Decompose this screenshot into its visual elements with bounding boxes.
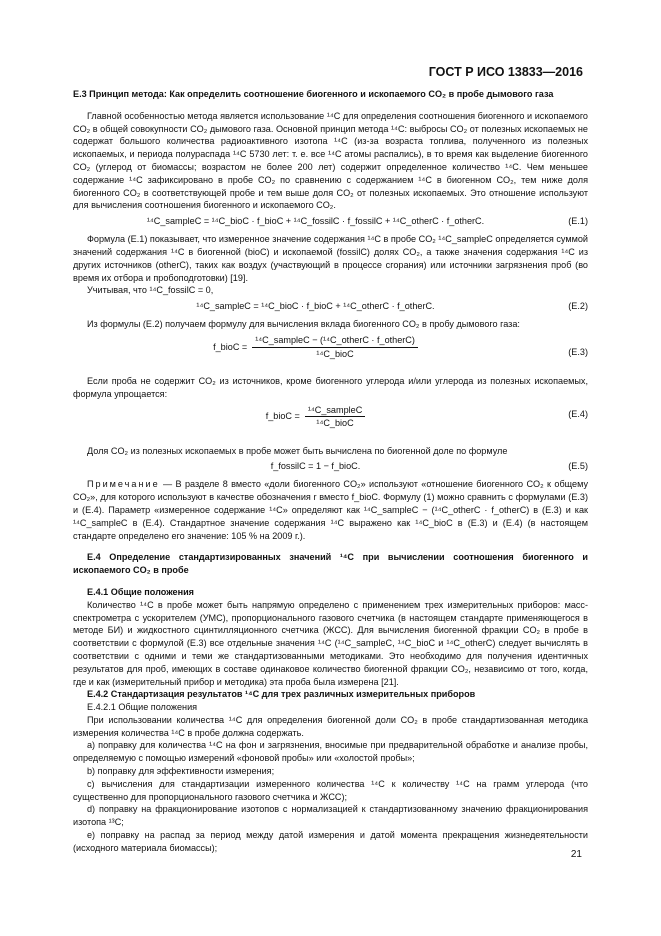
equation-e3 <box>73 334 588 372</box>
equation-e4-fraction <box>305 404 365 431</box>
e3-paragraph-6: Доля CO₂ из полезных ископаемых в пробе может быть вычислена по биогенной доле по формуле <box>87 445 508 456</box>
equation-e1-number: (Е.1) <box>568 216 588 227</box>
equation-e2 <box>73 300 588 315</box>
equation-e1-body: ¹⁴C_sampleC = ¹⁴C_bioC · f_bioC + ¹⁴C_fossilC · f_fossilC + ¹⁴C_otherC · f_otherC. <box>146 216 485 227</box>
list-item: b) поправку для эффективности измерения; <box>87 766 275 777</box>
e3-paragraph-5: Если проба не содержит CO₂ из источников, кроме биогенного углерода и/или углерода из полезных ископаемых, формула упрощается: <box>73 375 588 399</box>
equation-e3-fraction <box>252 334 418 361</box>
list-item: c) вычисления для стандартизации измеренного количества ¹⁴C к количеству ¹⁴C на грамм углерода (что существенно для пропорционального газового счетчика и ЖСС); <box>73 778 588 802</box>
list-item: d) поправку на фракционирование изотопов с нормализацией к стандартизованному значению фракционирования изотопа ¹³C; <box>73 804 588 828</box>
equation-e3-number: (Е.3) <box>568 346 588 357</box>
equation-e1 <box>73 215 588 230</box>
equation-e5-number: (Е.5) <box>568 461 588 472</box>
e3-paragraph-4: Из формулы (Е.2) получаем формулу для вычисления вклада биогенного CO₂ в пробу дымового газа: <box>87 319 520 330</box>
equation-e3-lhs: f_bioC = <box>213 341 248 352</box>
e421-paragraph-1: При использовании количества ¹⁴C для определения биогенной доли CO₂ в пробе стандартизованная методика измерения количества ¹⁴C в пробе должна содержать. <box>73 714 588 738</box>
equation-e4-numerator: ¹⁴C_sampleC <box>305 404 365 418</box>
standard-header: ГОСТ Р ИСО 13833—2016 <box>428 65 583 79</box>
e3-paragraph-2: Формула (Е.1) показывает, что измеренное значение содержания ¹⁴C в пробе CO₂ ¹⁴C_sampleC определяется суммой значений содержания ¹⁴C в биогенной (bioC) и ископаемой (fossilC) долях CO₂, а также значения содержания ¹⁴C из других источников (otherC), таких как воздух (участвующий в процессе сгорания) или источники загрязнения проб (во время их отбора и пробоподготовки) [19]. <box>73 234 588 283</box>
note-text: — В разделе 8 вместо «доли биогенного CO₂» используют «отношение биогенного CO₂ к общему CO₂», для которого используют в качестве обозначения r вместо f_bioC. Формулу (1) можно сравнить с формулами (Е.3) и (Е.4). Параметр «измеренное содержание ¹⁴C» определяют как ¹⁴C_sampleC − (¹⁴C_otherC · f_otherC) в (Е.3) и как ¹⁴C_sampleC в (Е.4). Стандартное значение содержания ¹⁴C выражено как ¹⁴C_bioC в (Е.3) и (Е.4) (в настоящем стандарте определено его значение: 105 % на 2009 г.). <box>73 479 588 541</box>
e3-paragraph-1: Главной особенностью метода является использование ¹⁴C для определения соотношения биогенного и ископаемого CO₂ в общей совокупности CO₂ дымового газа. Основной принцип метода ¹⁴C: выбросы CO₂ от полезных ископаемых не содержат большого количества радиоактивного изотопа ¹⁴C (из-за возраста топлива, полученного из полезных ископаемых, и периода полураспада ¹⁴C 5730 лет: т. е. все ¹⁴C атомы распались), в то время как выделение биогенного CO₂ (углерод от биомассы; возрастом не более 200 лет) содержит определенное количество ¹⁴C. Чем меньшее содержание ¹⁴C зафиксировано в пробе CO₂ по сравнению с содержанием ¹⁴C в биогенном CO₂, тем ниже доля биогенного CO₂ в соответствующей пробе и тем выше доля CO₂ от полезных ископаемых. Это отношение используют для вычисления соотношения биогенного и ископаемого CO₂. <box>73 110 588 211</box>
equation-e5-body: f_fossilC = 1 − f_bioC. <box>270 461 361 472</box>
equation-e4 <box>73 404 588 442</box>
equation-e5 <box>73 460 588 475</box>
section-e42-title: Е.4.2 Стандартизация результатов ¹⁴C для трех различных измерительных приборов <box>87 689 476 700</box>
equation-e3-denominator: ¹⁴C_bioC <box>316 348 354 359</box>
document-body <box>73 88 588 855</box>
section-e421-title: Е.4.2.1 Общие положения <box>87 702 198 713</box>
note <box>73 478 588 542</box>
equation-e4-number: (Е.4) <box>568 408 588 419</box>
section-e3-title: Е.3 Принцип метода: Как определить соотношение биогенного и ископаемого CO₂ в пробе дымового газа <box>73 89 554 99</box>
section-e41-title: Е.4.1 Общие положения <box>87 586 194 597</box>
equation-e2-number: (Е.2) <box>568 301 588 312</box>
equation-e4-denominator: ¹⁴C_bioC <box>316 418 354 429</box>
page-number: 21 <box>570 849 582 860</box>
section-e4-title: Е.4 Определение стандартизированных значений ¹⁴C при вычислении соотношения биогенного и ископаемого CO₂ в пробе <box>73 552 588 576</box>
list-item: а) поправку для количества ¹⁴C на фон и загрязнения, вносимые при предварительной обработке и анализе пробы, определяемую с помощью измерений «фоновой пробы» или «холостой пробы»; <box>73 740 588 764</box>
equation-e2-body: ¹⁴C_sampleC = ¹⁴C_bioC · f_bioC + ¹⁴C_otherC · f_otherC. <box>196 301 435 312</box>
equation-e4-lhs: f_bioC = <box>265 411 300 422</box>
e41-paragraph-1: Количество ¹⁴C в пробе может быть напрямую определено с применением трех измерительных приборов: масс-спектрометра с ускорителем (УМС), пропорционального газового счетчика (в настоящем стандарте применяющегося в методе БИ) и жидкостного сцинтилляционного счетчика (ЖСС). Для вычисления биогенной фракции CO₂ в пробе в соответствии с формулой (Е.3) все отдельные значения ¹⁴C (¹⁴C_sampleC, ¹⁴C_bioC и ¹⁴C_otherC) следует вычислять в соответствии с одними и теми же стандартизованными методиками. Это необходимо для получения идентичных результатов для проб, имеющих в составе одинаковое количество биогенной фракции CO₂, независимо от того, когда, где и как (измерительный прибор и методика) эта проба была измерена [21]. <box>73 599 588 687</box>
equation-e3-numerator: ¹⁴C_sampleC − (¹⁴C_otherC · f_otherC) <box>252 334 418 348</box>
note-label: Примечание <box>87 479 160 490</box>
list-item: е) поправку на распад за период между датой измерения и датой момента прекращения жизнедеятельности (исходного материала биомассы); <box>73 830 588 853</box>
e3-paragraph-3: Учитывая, что ¹⁴C_fossilC = 0, <box>87 285 214 296</box>
